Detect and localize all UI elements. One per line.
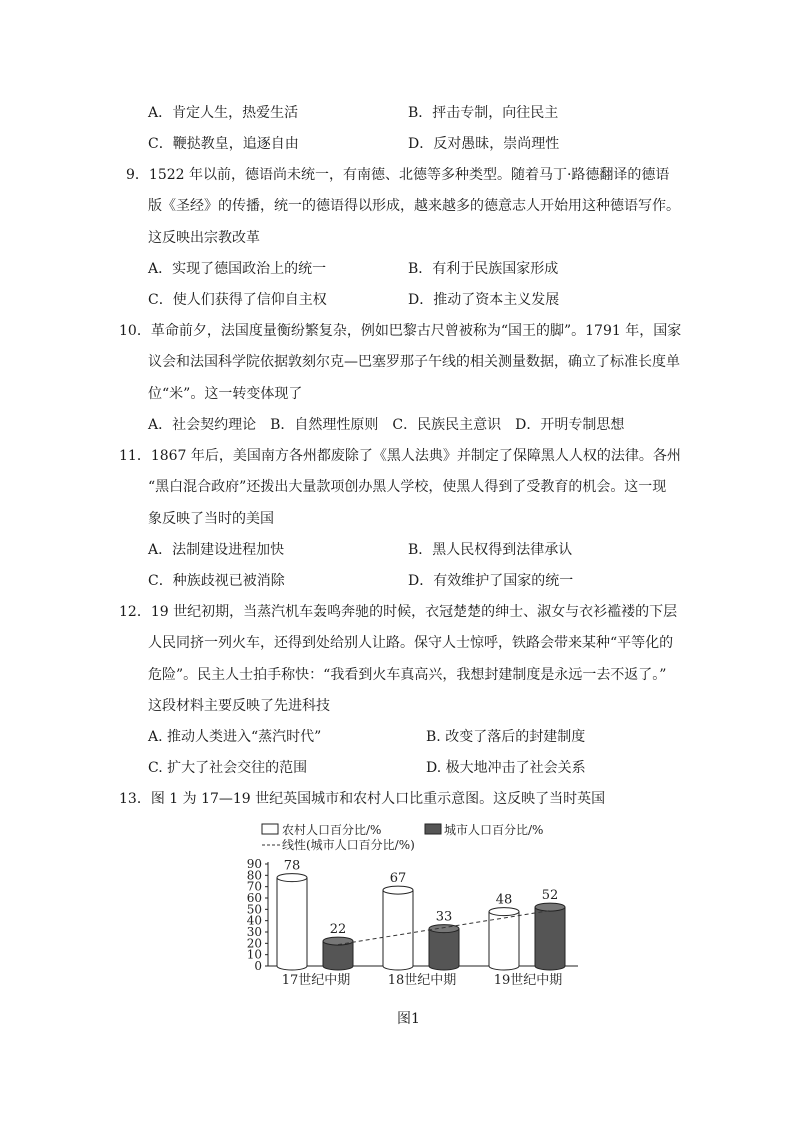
legend-label-trend: 线性(城市人口百分比/%) [282,838,415,852]
q9-stem-line: 这反映出宗教改革 [148,230,260,246]
y-tick-label: 40 [246,913,262,928]
q12-stem-line: 12．19 世纪初期，当蒸汽机车轰鸣奔驰的时候，衣冠楚楚的绅士、淑女与衣衫褴褛的下层 [119,604,678,620]
urban-data-label: 52 [541,888,559,904]
q12-option-c: C. 扩大了社会交往的范围 [148,760,308,776]
y-tick-label: 50 [246,902,262,917]
figure-1-chart [232,818,588,990]
q8-option-b: B．抨击专制，向往民主 [408,105,559,121]
q12-stem-line: 危险”。民主人士拍手称快：“我看到火车真高兴，我想封建制度是永远一去不返了。” [148,667,667,683]
q9-option-a: A．实现了德国政治上的统一 [148,261,327,277]
urban-data-label: 22 [329,922,347,938]
rural-bar-top [383,886,413,894]
q12-stem-line: 人民同挤一列火车，还得到处给别人让路。保守人士惊呼，铁路会带来某种“平等化的 [148,635,674,651]
y-tick-label: 10 [246,947,262,962]
q11-option-d: D．有效维护了国家的统一 [408,573,574,589]
q11-stem-line: 11．1867 年后，美国南方各州都废除了《黑人法典》并制定了保障黑人人权的法律。各州 [119,448,681,464]
rural-bar-top [277,874,307,882]
x-tick-label: 18世纪中期 [387,973,457,988]
urban-bar [429,929,459,970]
q11-stem-line: 象反映了当时的美国 [148,511,274,527]
q8-option-d: D．反对愚昧，崇尚理性 [408,136,560,152]
urban-bar [535,907,565,970]
q11-stem-line: “黑白混合政府”还拨出大量款项创办黑人学校，使黑人得到了受教育的机会。这一现 [148,479,667,495]
rural-bar [383,890,413,970]
q11-option-a: A．法制建设进程加快 [148,542,285,558]
q11-option-b: B．黑人民权得到法律承认 [408,542,573,558]
y-tick-label: 80 [246,868,262,883]
rural-data-label: 67 [389,871,407,887]
y-tick-label: 70 [246,879,262,894]
q10-stem-line: 位“米”。这一转变体现了 [148,386,303,402]
x-tick-label: 19世纪中期 [493,973,563,988]
rural-bar [489,912,519,970]
y-tick-label: 60 [246,891,262,905]
legend-swatch-rural [262,824,278,834]
x-tick-label: 17世纪中期 [281,973,351,988]
q8-option-c: C．鞭挞教皇，追逐自由 [148,136,299,152]
q10-stem-line: 议会和法国科学院依据敦刻尔克—巴塞罗那子午线的相关测量数据，确立了标准长度单 [148,354,680,370]
q12-stem-line: 这段材料主要反映了先进科技 [148,698,330,714]
urban-bar-top [535,903,565,911]
q9-stem-line: 9．1522 年以前，德语尚未统一，有南德、北德等多种类型。随着马丁·路德翻译的德语 [126,167,670,183]
rural-data-label: 48 [495,892,513,908]
legend-swatch-urban [425,824,441,834]
rural-data-label: 78 [283,858,301,874]
y-tick-label: 30 [246,925,262,939]
q12-option-b: B. 改变了落后的封建制度 [426,729,586,745]
y-tick-label: 90 [246,857,262,871]
rural-bar-top [489,908,519,916]
q9-option-c: C．使人们获得了信仰自主权 [148,292,327,308]
rural-bar [277,878,307,970]
q9-stem-line: 版《圣经》的传播，统一的德语得以形成，越来越多的德意志人开始用这种德语写作。 [148,198,680,214]
q11-option-c: C．种族歧视已被消除 [148,573,285,589]
q8-option-a: A．肯定人生，热爱生活 [148,105,299,121]
q10-options-line: A．社会契约理论 B．自然理性原则 C．民族民主意识 D．开明专制思想 [148,417,625,433]
chart-svg [232,818,588,990]
q10-stem-line: 10．革命前夕，法国度量衡纷繁复杂，例如巴黎古尺曾被称为“国王的脚”。1791 年，国家 [119,323,682,339]
q9-option-d: D．推动了资本主义发展 [408,292,560,308]
urban-bar-top [323,937,353,945]
urban-data-label: 33 [435,909,453,925]
figure-caption: 图1 [397,1011,420,1027]
q9-option-b: B．有利于民族国家形成 [408,261,559,277]
q13-stem: 13．图 1 为 17—19 世纪英国城市和农村人口比重示意图。这反映了当时英国 [119,791,606,807]
y-tick-label: 20 [246,936,262,951]
urban-bar-top [429,925,459,933]
legend-label-urban: 城市人口百分比/% [444,823,544,837]
y-tick-label: 0 [254,959,262,973]
q12-option-a: A. 推动人类进入“蒸汽时代” [148,729,322,745]
legend-label-rural: 农村人口百分比/% [282,823,382,837]
q12-option-d: D. 极大地冲击了社会关系 [426,760,586,776]
